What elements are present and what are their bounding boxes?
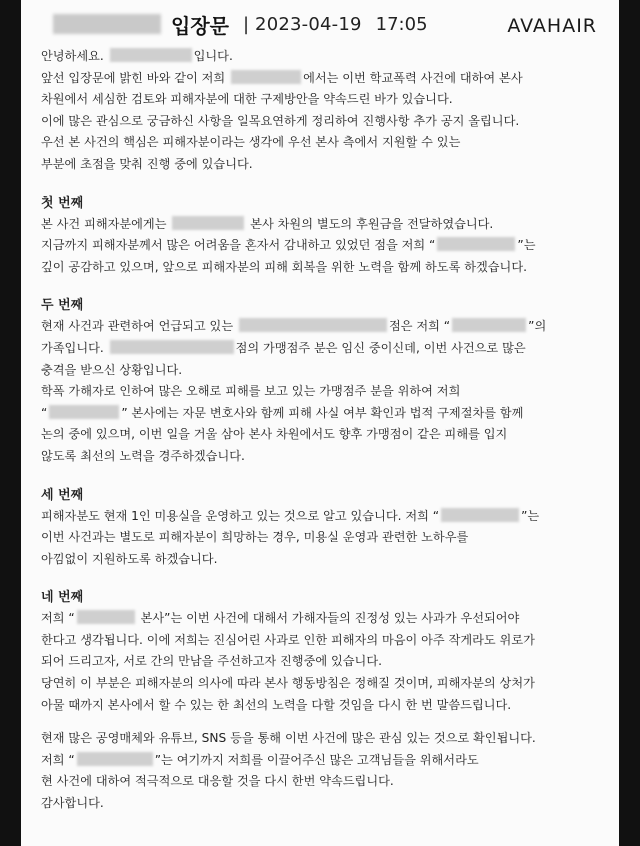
redacted-text [110,340,234,354]
section-heading: 첫 번째 [41,195,84,211]
redacted-text [441,508,519,522]
text-line [41,506,601,528]
redacted-brand [53,14,161,34]
text-segment: 현 사건에 대하여 적극적으로 대응할 것을 다시 한번 약속드립니다. [41,774,394,789]
text-segment: 현재 사건과 관련하여 언급되고 있는 [41,319,237,334]
brand-logo: AVAHAIR [507,15,597,37]
text-line [41,673,601,695]
text-segment: 지금까지 피해자분께서 많은 어려움을 혼자서 감내하고 있었던 점을 저희 “ [41,238,436,253]
header [41,10,601,38]
text-line [41,338,601,360]
text-segment: 에서는 이번 학교폭력 사건에 대하여 본사 [303,70,523,85]
text-line [41,793,601,815]
text-line [41,132,601,154]
redacted-text [452,318,526,332]
text-line [41,68,601,90]
title-separator: | [242,13,250,35]
text-segment: 피해자분도 현재 1인 미용실을 운영하고 있는 것으로 알고 있습니다. 저희 “ [41,508,440,523]
text-segment: ”는 [517,238,536,253]
publish-time: 17:05 [375,13,428,35]
section-body [41,316,601,467]
redacted-text [77,610,135,624]
text-segment: 우선 본 사건의 핵심은 피해자분이라는 생각에 우선 본사 측에서 지원할 수 있는 [41,135,461,150]
text-segment: ” 본사에는 자문 변호사와 함께 피해 사실 여부 확인과 법적 구제절차를 함께 [121,405,524,420]
text-segment: ”는 [521,508,540,523]
intro-paragraph [41,46,601,176]
redacted-text [231,70,301,84]
text-segment: ”의 [528,319,547,334]
text-segment: 아낌없이 지원하도록 하겠습니다. [41,551,218,566]
text-segment: 입니다. [193,49,233,63]
text-line [41,403,601,425]
text-segment: 학폭 가해자로 인하여 많은 오해로 피해를 보고 있는 가맹점주 분을 위하여 저희 [41,384,461,399]
text-line [41,214,601,236]
text-line [41,728,601,750]
text-segment: 당연히 이 부분은 피해자분의 의사에 따라 본사 행동방침은 정해질 것이며, 피해자분의 상처가 [41,676,535,691]
text-segment: 논의 중에 있으며, 이번 일을 거울 삼아 본사 차원에서도 향후 가맹점이 같은 피해를 입지 [41,427,508,442]
text-segment: 않도록 최선의 노력을 경주하겠습니다. [41,448,245,463]
text-segment: 충격을 받으신 상황입니다. [41,362,183,377]
text-line [41,695,601,717]
text-segment: 아물 때까지 본사에서 할 수 있는 한 최선의 노력을 다할 것임을 다시 한 번 말씀드립니다. [41,697,512,712]
text-segment: 깊이 공감하고 있으며, 앞으로 피해자분의 피해 회복을 위한 노력을 함께 하도록 하겠습니다. [41,259,527,274]
redacted-text [77,752,153,766]
text-segment: 가족입니다. [41,340,108,355]
text-line [41,549,601,571]
text-segment: “ [41,405,48,420]
text-line [41,750,601,772]
section-heading: 네 번째 [41,590,84,606]
text-line [41,608,601,630]
text-segment: 한다고 생각됩니다. 이에 저희는 진심어린 사과로 인한 피해자의 마음이 아주 작게라도 위로가 [41,632,535,647]
text-line [41,154,601,176]
text-line [41,446,601,468]
page-title: 입장문 [171,13,229,38]
section-heading: 세 번째 [41,487,84,503]
text-line [41,257,601,279]
text-segment: 현재 많은 공영매체와 유튜브, SNS 등을 통해 이번 사건에 많은 관심 있는 것으로 확인됩니다. [41,731,536,746]
section-heading: 두 번째 [41,298,84,314]
closing-paragraph [41,728,601,814]
text-line [41,381,601,403]
sections [41,194,601,717]
text-line [41,316,601,338]
text-segment: 저희 “ [41,752,75,767]
text-line [41,651,601,673]
text-segment: 점은 저희 “ [388,319,451,334]
text-segment: 이에 많은 관심으로 궁금하신 사항을 일목요연하게 정리하여 진행사항 추가 공지 올립니다. [41,113,520,128]
redacted-text [239,318,387,332]
text-segment: 점의 가맹점주 분은 임신 중이신데, 이번 사건으로 많은 [235,340,526,355]
text-segment: 앞선 입장문에 밝힌 바와 같이 저희 [41,70,230,85]
text-line [41,235,601,257]
text-segment: 안녕하세요. [41,49,108,63]
text-segment: 본사”는 이번 사건에 대해서 가해자들의 진정성 있는 사과가 우선되어야 [136,611,520,626]
text-segment: 본 사건 피해자분에게는 [41,216,171,231]
text-line [41,630,601,652]
text-line [41,111,601,133]
section-body [41,506,601,571]
text-segment: 저희 “ [41,611,75,626]
text-line [41,527,601,549]
text-line [41,771,601,793]
notice-document [21,0,619,846]
text-segment: 감사합니다. [41,796,104,811]
text-segment: ”는 여기까지 저희를 이끌어주신 많은 고객님들을 위해서라도 [154,752,479,767]
section-body [41,608,601,716]
text-line [41,89,601,111]
redacted-text [110,48,192,62]
text-line [41,360,601,382]
text-line [41,424,601,446]
text-segment: 부분에 초점을 맞춰 진행 중에 있습니다. [41,156,253,171]
text-segment: 본사 차원의 별도의 후원금을 전달하였습니다. [246,216,494,231]
text-segment: 차원에서 세심한 검토와 피해자분에 대한 구제방안을 약속드린 바가 있습니다. [41,92,453,107]
section-body [41,214,601,279]
notice-body [41,46,601,815]
redacted-text [437,237,515,251]
redacted-text [172,216,244,230]
publish-date: 2023-04-19 [255,13,362,35]
text-segment: 이번 사건과는 별도로 피해자분이 희망하는 경우, 미용실 운영과 관련한 노하우를 [41,530,469,545]
text-segment: 되어 드리고자, 서로 간의 만남을 주선하고자 진행중에 있습니다. [41,654,382,669]
text-line [41,46,601,68]
redacted-text [49,405,119,419]
